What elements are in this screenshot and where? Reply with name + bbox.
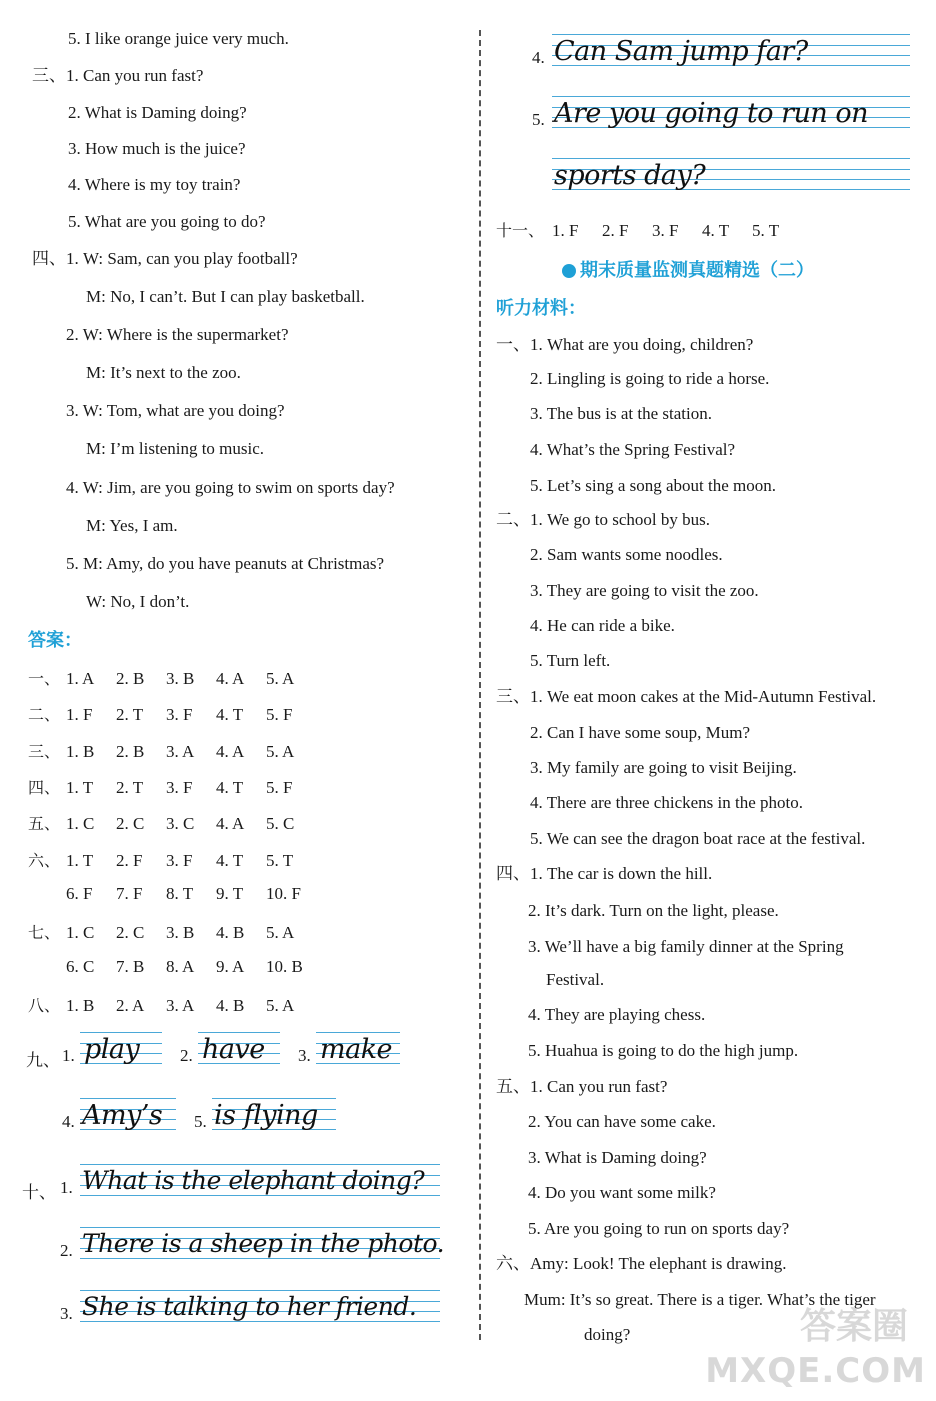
text-line: 4. W: Jim, are you going to swim on sports day?	[66, 478, 395, 497]
answer-item: 4. A	[216, 742, 245, 761]
item-number: 5.	[532, 110, 545, 129]
answer-row	[28, 666, 316, 689]
answer-item: 9. T	[216, 884, 244, 903]
answer-item: 2. C	[116, 923, 145, 942]
answer-item: 5. A	[266, 923, 295, 942]
section-label: 十一、	[496, 221, 545, 240]
answer-item: 2. F	[602, 221, 629, 240]
listening-line: 4. There are three chickens in the photo.	[530, 793, 803, 812]
listening-heading: 听力材料：	[496, 298, 586, 319]
answer-item: 1. T	[66, 851, 94, 870]
listening-line: 2. Sam wants some noodles.	[530, 545, 723, 564]
handwritten-answer: sports day?	[554, 160, 706, 191]
paw-icon	[562, 264, 576, 278]
listening-line: 2. Lingling is going to ride a horse.	[530, 369, 770, 388]
handwritten-answer: Amy’s	[82, 1100, 163, 1131]
text-line: 四、1. W: Sam, can you play football?	[32, 249, 298, 268]
listening-line: 5. Let’s sing a song about the moon.	[530, 476, 777, 495]
answer-item: 4. A	[216, 669, 245, 688]
item-number: 1.	[62, 1046, 75, 1065]
answer-item: 4. T	[702, 221, 730, 240]
answer-item: 10. F	[266, 884, 301, 903]
answer-item: 1. F	[66, 705, 93, 724]
listening-line: 4. Do you want some milk?	[528, 1183, 716, 1202]
answer-item: 2. T	[116, 778, 144, 797]
answer-item: 2. F	[116, 851, 143, 870]
section-title-text: 期末质量监测真题精选（二）	[580, 260, 814, 281]
answer-item: 5. A	[266, 996, 295, 1015]
item-number: 4.	[62, 1112, 75, 1131]
handwritten-answer: What is the elephant doing?	[82, 1166, 425, 1195]
answer-item: 3. F	[652, 221, 679, 240]
answer-item: 6. F	[66, 884, 93, 903]
answer-item: 5. F	[266, 705, 293, 724]
listening-line: 4. They are playing chess.	[528, 1005, 706, 1024]
section-label: 六、	[28, 851, 61, 870]
answer-row	[28, 702, 316, 725]
answer-item: 2. T	[116, 705, 144, 724]
handwritten-answer: play	[84, 1034, 140, 1065]
answer-item: 3. B	[166, 923, 195, 942]
answer-item: 1. C	[66, 814, 95, 833]
answer-item: 4. B	[216, 996, 245, 1015]
answer-item: 4. B	[216, 923, 245, 942]
answer-item: 5. C	[266, 814, 295, 833]
answer-item: 2. C	[116, 814, 145, 833]
answer-row	[28, 848, 316, 871]
answer-item: 1. B	[66, 996, 95, 1015]
answer-item: 1. F	[552, 221, 579, 240]
answer-item: 1. T	[66, 778, 94, 797]
listening-line: 3. We’ll have a big family dinner at the Spring	[528, 937, 844, 956]
listening-line: Mum: It’s so great. There is a tiger. What’s the tiger	[524, 1290, 876, 1309]
listening-line: 一、1. What are you doing, children?	[496, 335, 754, 354]
listening-line: 2. Can I have some soup, Mum?	[530, 723, 751, 742]
listening-line: 2. You can have some cake.	[528, 1112, 716, 1131]
answer-item: 4. A	[216, 814, 245, 833]
listening-line: 三、1. We eat moon cakes at the Mid-Autumn Festival.	[496, 687, 877, 706]
watermark-text: MXQE.COM	[705, 1351, 926, 1391]
answer-item: 3. F	[166, 705, 193, 724]
section-label: 一、	[28, 669, 61, 688]
item-number: 3.	[60, 1304, 73, 1323]
answer-item: 7. B	[116, 957, 145, 976]
answer-item: 1. A	[66, 669, 95, 688]
text-line: 5. What are you going to do?	[68, 212, 266, 231]
answer-item: 5. T	[266, 851, 294, 870]
listening-line: 5. We can see the dragon boat race at the festival.	[530, 829, 866, 848]
answer-item: 3. F	[166, 778, 193, 797]
listening-line: 4. What’s the Spring Festival?	[530, 440, 736, 459]
text-line: W: No, I don’t.	[86, 592, 190, 611]
answer-item: 2. B	[116, 742, 145, 761]
answer-item: 5. A	[266, 669, 295, 688]
handwritten-answer: have	[202, 1034, 265, 1065]
section-label: 二、	[28, 705, 61, 724]
listening-line: 4. He can ride a bike.	[530, 616, 675, 635]
item-number: 2.	[60, 1241, 73, 1260]
answer-item: 7. F	[116, 884, 143, 903]
text-line: 3. W: Tom, what are you doing?	[66, 401, 285, 420]
listening-line: 六、Amy: Look! The elephant is drawing.	[496, 1254, 787, 1273]
text-line: 4. Where is my toy train?	[68, 175, 241, 194]
text-line: M: Yes, I am.	[86, 516, 178, 535]
answer-item: 3. B	[166, 669, 195, 688]
handwritten-answer: She is talking to her friend.	[82, 1292, 417, 1321]
answer-item: 6. C	[66, 957, 95, 976]
handwritten-answer: Can Sam jump far?	[554, 36, 808, 67]
answer-item: 3. C	[166, 814, 195, 833]
item-number: 1.	[60, 1178, 73, 1197]
answer-item: 4. T	[216, 705, 244, 724]
text-line: M: It’s next to the zoo.	[86, 363, 241, 382]
answer-item: 2. B	[116, 669, 145, 688]
listening-line: 5. Turn left.	[530, 651, 611, 670]
watermark-logo: 答案圈	[799, 1306, 908, 1347]
listening-line: 3. The bus is at the station.	[530, 404, 712, 423]
text-line: 2. W: Where is the supermarket?	[66, 325, 289, 344]
listening-line: 2. It’s dark. Turn on the light, please.	[528, 901, 779, 920]
answer-row-eleven	[496, 218, 802, 241]
answer-item: 1. C	[66, 923, 95, 942]
section-label: 四、	[28, 778, 61, 797]
text-line: M: I’m listening to music.	[86, 439, 265, 458]
answer-item: 4. T	[216, 778, 244, 797]
answer-row	[28, 993, 316, 1016]
text-line: 三、1. Can you run fast?	[32, 66, 204, 85]
text-line: 2. What is Daming doing?	[68, 103, 247, 122]
handwritten-answer: Are you going to run on	[554, 98, 868, 129]
answer-item: 1. B	[66, 742, 95, 761]
item-number: 4.	[532, 48, 545, 67]
answer-item: 8. A	[166, 957, 195, 976]
handwritten-answer: is flying	[214, 1100, 318, 1131]
listening-line: 5. Are you going to run on sports day?	[528, 1219, 790, 1238]
answer-item: 9. A	[216, 957, 245, 976]
answer-item: 5. F	[266, 778, 293, 797]
section-label: 九、	[26, 1051, 60, 1071]
section-label: 七、	[28, 923, 61, 942]
answer-item: 3. F	[166, 851, 193, 870]
listening-line: Festival.	[546, 970, 605, 989]
text-line: 3. How much is the juice?	[68, 139, 246, 158]
answer-item: 5. A	[266, 742, 295, 761]
item-number: 2.	[180, 1046, 193, 1065]
listening-line: doing?	[584, 1325, 631, 1344]
answer-row	[28, 920, 316, 943]
answer-item: 2. A	[116, 996, 145, 1015]
answer-row	[28, 884, 316, 904]
listening-line: 3. What is Daming doing?	[528, 1148, 707, 1167]
section-title	[562, 256, 814, 282]
answer-item: 3. A	[166, 996, 195, 1015]
answers-heading: 答案：	[28, 630, 82, 651]
answer-item: 8. T	[166, 884, 194, 903]
listening-line: 四、1. The car is down the hill.	[496, 864, 713, 883]
item-number: 3.	[298, 1046, 311, 1065]
answer-item: 4. T	[216, 851, 244, 870]
listening-line: 5. Huahua is going to do the high jump.	[528, 1041, 799, 1060]
section-label: 十、	[22, 1183, 56, 1203]
handwritten-answer: make	[320, 1034, 393, 1065]
answer-row	[28, 775, 316, 798]
text-line: 5. M: Amy, do you have peanuts at Christmas?	[66, 554, 385, 573]
section-label: 五、	[28, 814, 61, 833]
answer-item: 10. B	[266, 957, 303, 976]
answer-row	[28, 811, 316, 834]
handwritten-answer: There is a sheep in the photo.	[82, 1229, 445, 1258]
listening-line: 五、1. Can you run fast?	[496, 1077, 668, 1096]
answer-row	[28, 957, 316, 977]
section-label: 八、	[28, 996, 61, 1015]
listening-line: 二、1. We go to school by bus.	[496, 510, 710, 529]
answer-item: 5. T	[752, 221, 780, 240]
answer-item: 3. A	[166, 742, 195, 761]
text-line: M: No, I can’t. But I can play basketball.	[86, 287, 365, 306]
listening-line: 3. My family are going to visit Beijing.	[530, 758, 797, 777]
column-divider	[479, 30, 481, 1340]
section-label: 三、	[28, 742, 61, 761]
text-line: 5. I like orange juice very much.	[68, 29, 289, 48]
item-number: 5.	[194, 1112, 207, 1131]
answer-row	[28, 739, 316, 762]
listening-line: 3. They are going to visit the zoo.	[530, 581, 759, 600]
